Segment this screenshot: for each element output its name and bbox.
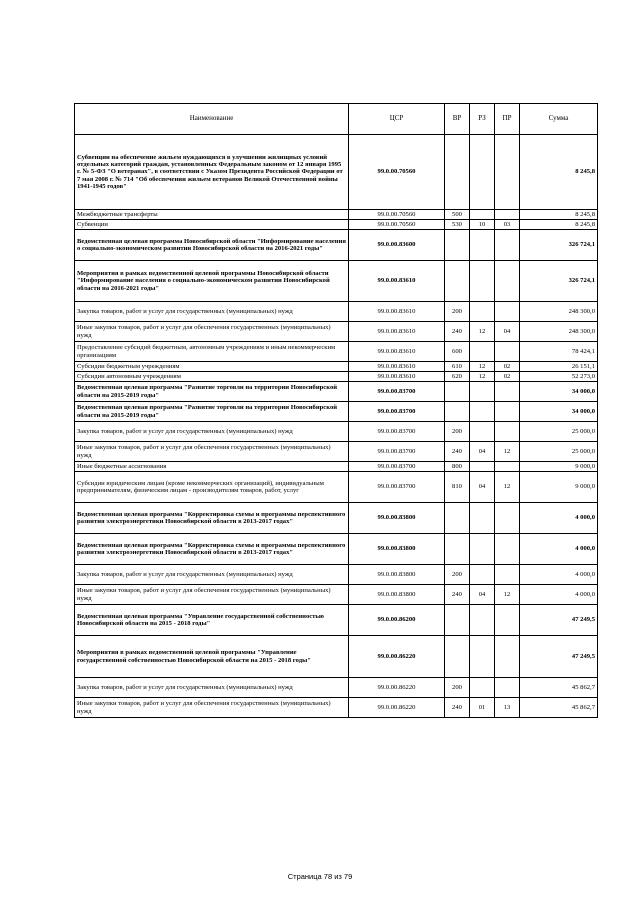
row-sum-cell: 34 000,0 (520, 382, 598, 402)
row-name-cell: Иные закупки товаров, работ и услуг для обеспечения государственных (муниципальных) нужд (75, 698, 349, 718)
row-pr-cell: 04 (495, 322, 520, 342)
row-vr-cell (445, 261, 470, 302)
row-vr-cell: 240 (445, 442, 470, 462)
row-pr-cell: 02 (495, 362, 520, 372)
row-sum-cell: 26 151,1 (520, 362, 598, 372)
row-csr-cell: 99.0.00.83610 (349, 372, 445, 382)
row-vr-cell: 200 (445, 422, 470, 442)
table-row (75, 210, 598, 220)
row-vr-cell: 200 (445, 565, 470, 585)
row-sum-cell: 52 273,0 (520, 372, 598, 382)
row-rz-cell (470, 422, 495, 442)
row-vr-cell: 200 (445, 678, 470, 698)
row-csr-cell: 99.0.00.83610 (349, 302, 445, 322)
row-name-cell: Предоставление субсидий бюджетным, автономным учреждениям и иным некоммерческим организациям (75, 342, 349, 362)
row-pr-cell: 13 (495, 698, 520, 718)
row-name-cell: Субвенции на обеспечение жильем нуждающихся в улучшении жилищных условий отдельных категорий граждан, установленных Федеральным законом от 12 января 1995 г. № 5-ФЗ "О ветеранах", в соответствии с Указом Президента Российской Федерации от 7 мая 2008 г. № 714 "Об обеспечении жильем ветеранов Великой Отечественной войны 1941-1945 годов" (75, 135, 349, 210)
row-pr-cell (495, 678, 520, 698)
row-sum-cell: 248 300,0 (520, 322, 598, 342)
row-csr-cell: 99.0.00.83700 (349, 442, 445, 462)
header-vr: ВР (445, 104, 470, 135)
row-pr-cell (495, 565, 520, 585)
row-rz-cell (470, 382, 495, 402)
row-vr-cell (445, 382, 470, 402)
table-row (75, 636, 598, 678)
row-name-cell: Мероприятия в рамках ведомственной целевой программы Новосибирской области "Информирование населения о социально-экономическом развитии Новосибирской области на 2016-2021 годы" (75, 261, 349, 302)
row-pr-cell (495, 462, 520, 472)
row-csr-cell: 99.0.00.83610 (349, 362, 445, 372)
row-csr-cell: 99.0.00.83800 (349, 585, 445, 605)
table-row (75, 322, 598, 342)
row-pr-cell (495, 342, 520, 362)
row-csr-cell: 99.0.00.70560 (349, 210, 445, 220)
budget-table (74, 103, 598, 718)
row-rz-cell (470, 605, 495, 636)
row-csr-cell: 99.0.00.86220 (349, 636, 445, 678)
row-csr-cell: 99.0.00.83610 (349, 261, 445, 302)
row-csr-cell: 99.0.00.83700 (349, 422, 445, 442)
table-row (75, 362, 598, 372)
row-sum-cell: 45 862,7 (520, 678, 598, 698)
table-row (75, 382, 598, 402)
row-csr-cell: 99.0.00.83600 (349, 230, 445, 261)
row-rz-cell: 12 (470, 322, 495, 342)
row-name-cell: Субвенции (75, 220, 349, 230)
row-rz-cell (470, 135, 495, 210)
row-name-cell: Межбюджетные трансферты (75, 210, 349, 220)
row-csr-cell: 99.0.00.83700 (349, 472, 445, 503)
header-sum: Сумма (520, 104, 598, 135)
header-rz: РЗ (470, 104, 495, 135)
table-row (75, 422, 598, 442)
row-sum-cell: 47 249,5 (520, 605, 598, 636)
row-name-cell: Ведомственная целевая программа "Корректировка схемы и программы перспективного развития электроэнергетики Новосибирской области в 2013-2017 годах" (75, 534, 349, 565)
table-row (75, 220, 598, 230)
row-vr-cell: 810 (445, 472, 470, 503)
row-rz-cell (470, 534, 495, 565)
row-vr-cell (445, 605, 470, 636)
row-pr-cell: 12 (495, 585, 520, 605)
row-vr-cell (445, 503, 470, 534)
row-pr-cell (495, 636, 520, 678)
row-name-cell: Закупка товаров, работ и услуг для государственных (муниципальных) нужд (75, 565, 349, 585)
row-name-cell: Ведомственная целевая программа "Управление государственной собственностью Новосибирской области на 2015 - 2018 годы" (75, 605, 349, 636)
row-pr-cell (495, 210, 520, 220)
row-csr-cell: 99.0.00.83700 (349, 382, 445, 402)
row-vr-cell: 530 (445, 220, 470, 230)
row-sum-cell: 326 724,1 (520, 261, 598, 302)
row-sum-cell: 34 000,0 (520, 402, 598, 422)
row-pr-cell (495, 302, 520, 322)
header-csr: ЦСР (349, 104, 445, 135)
row-pr-cell (495, 261, 520, 302)
row-pr-cell: 03 (495, 220, 520, 230)
row-name-cell: Иные бюджетные ассигнования (75, 462, 349, 472)
row-vr-cell: 240 (445, 698, 470, 718)
row-csr-cell: 99.0.00.70560 (349, 135, 445, 210)
row-rz-cell (470, 210, 495, 220)
row-rz-cell (470, 503, 495, 534)
row-csr-cell: 99.0.00.83610 (349, 342, 445, 362)
row-vr-cell: 240 (445, 322, 470, 342)
row-rz-cell (470, 636, 495, 678)
table-row (75, 372, 598, 382)
row-sum-cell: 4 000,0 (520, 534, 598, 565)
table-row (75, 503, 598, 534)
row-pr-cell (495, 605, 520, 636)
row-vr-cell: 500 (445, 210, 470, 220)
table-row (75, 342, 598, 362)
row-vr-cell: 200 (445, 302, 470, 322)
row-csr-cell: 99.0.00.83610 (349, 322, 445, 342)
row-vr-cell: 240 (445, 585, 470, 605)
table-row (75, 698, 598, 718)
row-rz-cell: 01 (470, 698, 495, 718)
row-rz-cell (470, 565, 495, 585)
row-sum-cell: 4 000,0 (520, 585, 598, 605)
row-vr-cell (445, 135, 470, 210)
row-name-cell: Мероприятия в рамках ведомственной целевой программы "Управление государственной собственностью Новосибирской области на 2015 - 2018 годы" (75, 636, 349, 678)
row-vr-cell: 620 (445, 372, 470, 382)
table-row (75, 261, 598, 302)
row-rz-cell: 10 (470, 220, 495, 230)
row-name-cell: Ведомственная целевая программа Новосибирской области "Информирование населения о социально-экономическом развитии Новосибирской области на 2016-2021 годы" (75, 230, 349, 261)
table-row (75, 230, 598, 261)
row-sum-cell: 78 424,1 (520, 342, 598, 362)
row-pr-cell (495, 135, 520, 210)
row-sum-cell: 248 300,0 (520, 302, 598, 322)
table-row (75, 302, 598, 322)
header-name: Наименование (75, 104, 349, 135)
row-sum-cell: 9 000,0 (520, 462, 598, 472)
row-sum-cell: 8 245,8 (520, 220, 598, 230)
row-name-cell: Ведомственная целевая программа "Корректировка схемы и программы перспективного развития электроэнергетики Новосибирской области в 2013-2017 годах" (75, 503, 349, 534)
row-rz-cell (470, 261, 495, 302)
table-row (75, 135, 598, 210)
row-vr-cell (445, 402, 470, 422)
row-sum-cell: 8 245,8 (520, 210, 598, 220)
row-pr-cell (495, 230, 520, 261)
row-rz-cell (470, 402, 495, 422)
row-vr-cell: 600 (445, 342, 470, 362)
row-name-cell: Ведомственная целевая программа "Развитие торговли на территории Новосибирской области на 2015-2019 годы" (75, 382, 349, 402)
row-csr-cell: 99.0.00.86220 (349, 678, 445, 698)
table-header-row (75, 104, 598, 135)
table-row (75, 565, 598, 585)
row-csr-cell: 99.0.00.83800 (349, 534, 445, 565)
row-pr-cell: 12 (495, 442, 520, 462)
row-csr-cell: 99.0.00.83700 (349, 402, 445, 422)
row-pr-cell (495, 402, 520, 422)
row-csr-cell: 99.0.00.86200 (349, 605, 445, 636)
row-pr-cell: 12 (495, 472, 520, 503)
row-rz-cell: 12 (470, 362, 495, 372)
row-vr-cell: 800 (445, 462, 470, 472)
table-row (75, 472, 598, 503)
row-name-cell: Субсидии бюджетным учреждениям (75, 362, 349, 372)
header-pr: ПР (495, 104, 520, 135)
row-name-cell: Иные закупки товаров, работ и услуг для обеспечения государственных (муниципальных) нужд (75, 322, 349, 342)
row-csr-cell: 99.0.00.86220 (349, 698, 445, 718)
row-vr-cell (445, 534, 470, 565)
row-pr-cell (495, 534, 520, 565)
row-rz-cell (470, 230, 495, 261)
row-csr-cell: 99.0.00.83800 (349, 565, 445, 585)
row-rz-cell: 04 (470, 472, 495, 503)
row-vr-cell: 610 (445, 362, 470, 372)
row-sum-cell: 45 862,7 (520, 698, 598, 718)
row-name-cell: Субсидии юридическим лицам (кроме некоммерческих организаций), индивидуальным предпринимателям, физическим лицам - производителям товаров, работ, услуг (75, 472, 349, 503)
table-body (75, 135, 598, 718)
row-rz-cell (470, 678, 495, 698)
row-csr-cell: 99.0.00.83800 (349, 503, 445, 534)
row-rz-cell: 04 (470, 442, 495, 462)
row-name-cell: Закупка товаров, работ и услуг для государственных (муниципальных) нужд (75, 422, 349, 442)
row-pr-cell (495, 382, 520, 402)
row-sum-cell: 8 245,8 (520, 135, 598, 210)
row-rz-cell: 04 (470, 585, 495, 605)
row-sum-cell: 25 000,0 (520, 442, 598, 462)
table-row (75, 402, 598, 422)
table-row (75, 585, 598, 605)
row-csr-cell: 99.0.00.70560 (349, 220, 445, 230)
row-pr-cell: 02 (495, 372, 520, 382)
row-vr-cell (445, 230, 470, 261)
row-sum-cell: 4 000,0 (520, 503, 598, 534)
row-rz-cell: 12 (470, 372, 495, 382)
row-rz-cell (470, 302, 495, 322)
table-row (75, 678, 598, 698)
row-sum-cell: 47 249,5 (520, 636, 598, 678)
row-name-cell: Закупка товаров, работ и услуг для государственных (муниципальных) нужд (75, 302, 349, 322)
row-name-cell: Иные закупки товаров, работ и услуг для обеспечения государственных (муниципальных) нужд (75, 585, 349, 605)
row-pr-cell (495, 503, 520, 534)
row-vr-cell (445, 636, 470, 678)
table-row (75, 534, 598, 565)
row-name-cell: Закупка товаров, работ и услуг для государственных (муниципальных) нужд (75, 678, 349, 698)
table-row (75, 462, 598, 472)
row-sum-cell: 25 000,0 (520, 422, 598, 442)
row-rz-cell (470, 462, 495, 472)
row-rz-cell (470, 342, 495, 362)
row-name-cell: Ведомственная целевая программа "Развитие торговли на территории Новосибирской области на 2015-2019 годы" (75, 402, 349, 422)
page-number: Страница 78 из 79 (287, 872, 353, 881)
row-sum-cell: 4 000,0 (520, 565, 598, 585)
row-name-cell: Иные закупки товаров, работ и услуг для обеспечения государственных (муниципальных) нужд (75, 442, 349, 462)
table-row (75, 442, 598, 462)
row-csr-cell: 99.0.00.83700 (349, 462, 445, 472)
row-name-cell: Субсидии автономным учреждениям (75, 372, 349, 382)
row-sum-cell: 9 000,0 (520, 472, 598, 503)
table-row (75, 605, 598, 636)
row-pr-cell (495, 422, 520, 442)
row-sum-cell: 326 724,1 (520, 230, 598, 261)
